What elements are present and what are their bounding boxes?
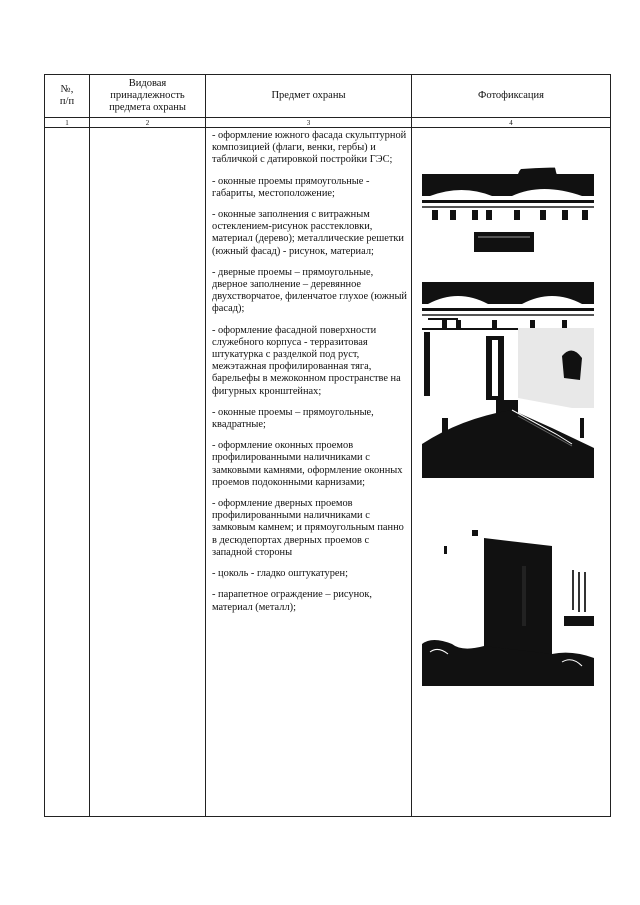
facade-sculpture-photo xyxy=(422,144,594,256)
cell-photo xyxy=(412,128,611,817)
list-item: - оконные проемы – прямоугольные, квадратные; xyxy=(212,406,374,431)
column-number-2: 2 xyxy=(90,118,206,128)
table-row xyxy=(45,128,611,817)
service-building-photo xyxy=(422,526,594,686)
list-item: - оконные заполнения с витражным остеклением-рисунок расстекловки, материал (дерево); металлические решетки (южный фасад) - рисунок, материал; xyxy=(212,209,404,257)
header-photo-text: Фотофиксация xyxy=(478,90,544,101)
header-subject-text: Предмет охраны xyxy=(271,90,346,101)
list-item: - парапетное ограждение – рисунок, материал (металл); xyxy=(212,589,372,613)
list-item: - дверные проемы – прямоугольные, дверное заполнение – деревянное двухстворчатое, филенчатое глухое (южный фасад); xyxy=(212,266,407,315)
column-number-row xyxy=(45,118,611,128)
header-number-text: №, п/п xyxy=(59,84,75,107)
list-item: - оформление дверных проемов профилированными наличниками с замковым камнем; и прямоугольным панно в десюдепортах дверных проемов с западной стороны xyxy=(212,498,404,558)
header-row xyxy=(45,75,611,118)
column-number-1: 1 xyxy=(45,118,90,128)
window-door-photo xyxy=(422,268,594,478)
list-item: - оформление фасадной поверхности служебного корпуса - терразитовая штукатурка с разделкой под руст, межэтажная профилированная тяга, барельефы в межоконном пространстве на фигурных кронштейнах; xyxy=(212,324,401,397)
list-item: - оформление южного фасада скульптурной композицией (флаги, венки, гербы) и табличкой с датировкой постройки ГЭС; xyxy=(212,130,407,166)
protection-table xyxy=(44,74,611,817)
list-item: - оформление оконных проемов профилированными наличниками с замковыми камнями, оформление оконных проемов подоконными карнизами; xyxy=(212,440,403,488)
cell-subject xyxy=(206,128,412,817)
cell-number xyxy=(45,128,90,817)
column-number-4: 4 xyxy=(412,118,611,128)
list-item: - цоколь - гладко оштукатурен; xyxy=(212,568,348,580)
cell-type xyxy=(90,128,206,817)
column-number-3: 3 xyxy=(206,118,412,128)
header-number xyxy=(45,75,90,118)
list-item: - оконные проемы прямоугольные - габариты, местоположение; xyxy=(212,175,370,199)
header-subject xyxy=(206,75,412,118)
header-photo xyxy=(412,75,611,118)
header-type-text: Видовая принадлежность предмета охраны xyxy=(109,78,186,113)
photo-column xyxy=(412,128,610,816)
header-type xyxy=(90,75,206,118)
protected-items-list xyxy=(206,128,411,614)
